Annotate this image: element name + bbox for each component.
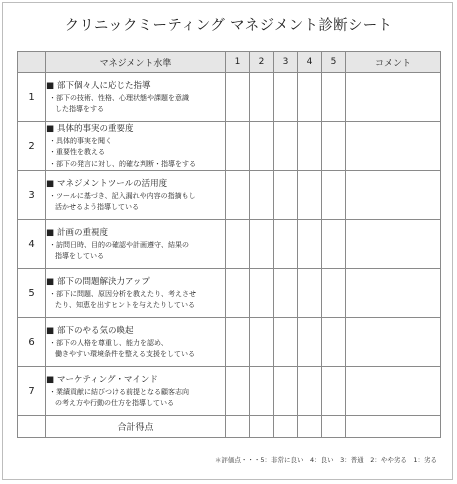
score-cell-2[interactable]	[250, 171, 274, 220]
item-detail	[46, 289, 225, 300]
score-cell-5[interactable]	[322, 171, 346, 220]
item-detail-text: の考え方や行動の仕方を指導している	[55, 399, 174, 407]
item-title-line	[46, 123, 225, 135]
row-number: 1	[18, 73, 46, 122]
score-cell-5[interactable]	[322, 367, 346, 416]
item-cell	[46, 220, 226, 269]
item-cell	[46, 367, 226, 416]
item-title-line	[46, 325, 225, 337]
item-detail	[46, 349, 225, 360]
header-row	[18, 52, 441, 73]
header-score-3: 3	[274, 52, 298, 73]
score-cell-1[interactable]	[226, 269, 250, 318]
item-detail	[46, 104, 225, 115]
square-bullet-icon: ■	[46, 123, 55, 134]
header-number	[18, 52, 46, 73]
item-detail-text: ・具体的事実を聞く	[49, 136, 112, 145]
score-cell-5[interactable]	[322, 73, 346, 122]
score-cell-3[interactable]	[274, 269, 298, 318]
header-score-5: 5	[322, 52, 346, 73]
comment-cell[interactable]	[346, 269, 441, 318]
item-detail-text: 働きやすい環境条件を整える支援をしている	[55, 350, 195, 358]
header-item: マネジメント水準	[46, 52, 226, 73]
item-title-line	[46, 80, 225, 92]
item-detail	[46, 398, 225, 409]
score-cell-1[interactable]	[226, 220, 250, 269]
item-detail-text: 指導をしている	[55, 252, 104, 260]
item-cell	[46, 171, 226, 220]
item-title: 部下個々人に応じた指導	[57, 80, 151, 91]
item-detail	[46, 300, 225, 311]
score-cell-4[interactable]	[298, 367, 322, 416]
score-cell-3[interactable]	[274, 367, 298, 416]
score-cell-4[interactable]	[298, 269, 322, 318]
square-bullet-icon: ■	[46, 178, 55, 189]
item-title: 部下のやる気の喚起	[57, 325, 134, 336]
item-cell	[46, 122, 226, 171]
score-cell-3[interactable]	[274, 73, 298, 122]
item-detail-text: ・部下の人格を尊重し、能力を認め、	[49, 338, 168, 347]
score-cell-2[interactable]	[250, 73, 274, 122]
score-cell-3[interactable]	[274, 171, 298, 220]
comment-cell[interactable]	[346, 73, 441, 122]
item-title: 計画の重視度	[57, 227, 109, 238]
header-score-4: 4	[298, 52, 322, 73]
total-score-cell[interactable]	[226, 416, 250, 438]
item-detail-text: ・ツールに基づき、記入漏れや内容の指摘もし	[49, 191, 196, 200]
item-title-line	[46, 374, 225, 386]
total-row	[18, 416, 441, 438]
comment-cell[interactable]	[346, 171, 441, 220]
score-cell-2[interactable]	[250, 122, 274, 171]
row-number: 3	[18, 171, 46, 220]
square-bullet-icon: ■	[46, 227, 55, 238]
score-cell-1[interactable]	[226, 318, 250, 367]
row-number: 4	[18, 220, 46, 269]
comment-cell[interactable]	[346, 367, 441, 416]
table-row	[18, 73, 441, 122]
item-detail-text: たり、知恵を出すヒントを与えたりしている	[55, 301, 195, 309]
total-score-cell[interactable]	[250, 416, 274, 438]
square-bullet-icon: ■	[46, 374, 55, 385]
item-detail-text: ・部下の技術、性格、心理状態や課題を意識	[49, 93, 189, 102]
comment-cell[interactable]	[346, 318, 441, 367]
score-cell-2[interactable]	[250, 269, 274, 318]
score-cell-3[interactable]	[274, 220, 298, 269]
page-title: クリニックミーティング マネジメント診断シート	[64, 18, 393, 34]
score-cell-2[interactable]	[250, 220, 274, 269]
score-cell-3[interactable]	[274, 122, 298, 171]
score-cell-3[interactable]	[274, 318, 298, 367]
score-cell-4[interactable]	[298, 220, 322, 269]
item-detail-text: ・部下の発言に対し、的確な判断・指導をする	[49, 159, 196, 168]
score-cell-1[interactable]	[226, 122, 250, 171]
score-cell-5[interactable]	[322, 269, 346, 318]
total-score-cell[interactable]	[298, 416, 322, 438]
item-detail	[46, 147, 225, 158]
item-detail-text: した指導をする	[55, 105, 104, 113]
item-title: 部下の問題解決力アップ	[57, 276, 150, 287]
table-row	[18, 367, 441, 416]
score-cell-5[interactable]	[322, 220, 346, 269]
item-detail	[46, 136, 225, 147]
diagnosis-table	[17, 51, 441, 438]
table-row	[18, 171, 441, 220]
comment-cell[interactable]	[346, 122, 441, 171]
score-cell-2[interactable]	[250, 318, 274, 367]
item-detail-text: ・業績貢献に結びつける前提となる顧客志向	[49, 387, 189, 396]
item-detail-text: ・重要性を教える	[49, 148, 105, 157]
item-cell	[46, 318, 226, 367]
item-detail-text: ・訪問日時、目的の確認や計画遵守、結果の	[49, 240, 189, 249]
square-bullet-icon: ■	[46, 80, 55, 91]
score-cell-1[interactable]	[226, 367, 250, 416]
header-score-1: 1	[226, 52, 250, 73]
table-row	[18, 220, 441, 269]
item-title-line	[46, 178, 225, 190]
total-label: 合計得点	[46, 416, 226, 438]
score-cell-1[interactable]	[226, 171, 250, 220]
total-score-cell[interactable]	[274, 416, 298, 438]
row-number: 7	[18, 367, 46, 416]
item-cell	[46, 73, 226, 122]
score-cell-1[interactable]	[226, 73, 250, 122]
header-comment: コメント	[346, 52, 441, 73]
item-detail	[46, 159, 225, 170]
score-cell-4[interactable]	[298, 171, 322, 220]
item-detail	[46, 191, 225, 202]
rating-legend-note: ＊評価点・・・5：非常に良い 4：良い 3：普通 2：やや劣る 1：劣る	[214, 456, 437, 464]
square-bullet-icon: ■	[46, 325, 55, 336]
table-row	[18, 122, 441, 171]
comment-cell[interactable]	[346, 220, 441, 269]
item-detail	[46, 338, 225, 349]
square-bullet-icon: ■	[46, 276, 55, 287]
score-cell-4[interactable]	[298, 318, 322, 367]
row-number: 5	[18, 269, 46, 318]
total-comment-cell[interactable]	[346, 416, 441, 438]
total-blank	[18, 416, 46, 438]
score-cell-2[interactable]	[250, 367, 274, 416]
item-title: マーケティング・マインド	[57, 374, 158, 385]
table-row	[18, 318, 441, 367]
header-score-2: 2	[250, 52, 274, 73]
item-title-line	[46, 276, 225, 288]
row-number: 2	[18, 122, 46, 171]
item-detail-text: ・部下に問題、原因分析を教えたり、考えさせ	[49, 289, 196, 298]
item-cell	[46, 269, 226, 318]
item-detail	[46, 240, 225, 251]
row-number: 6	[18, 318, 46, 367]
item-detail	[46, 251, 225, 262]
score-cell-5[interactable]	[322, 318, 346, 367]
item-title: 具体的事実の重要度	[57, 123, 134, 134]
item-detail-text: 活かせるよう指導している	[55, 203, 139, 211]
item-title: マネジメントツールの活用度	[57, 178, 168, 189]
total-score-cell[interactable]	[322, 416, 346, 438]
item-detail	[46, 387, 225, 398]
score-cell-5[interactable]	[322, 122, 346, 171]
item-detail	[46, 202, 225, 213]
item-detail	[46, 93, 225, 104]
item-title-line	[46, 227, 225, 239]
score-cell-4[interactable]	[298, 122, 322, 171]
table-row	[18, 269, 441, 318]
score-cell-4[interactable]	[298, 73, 322, 122]
